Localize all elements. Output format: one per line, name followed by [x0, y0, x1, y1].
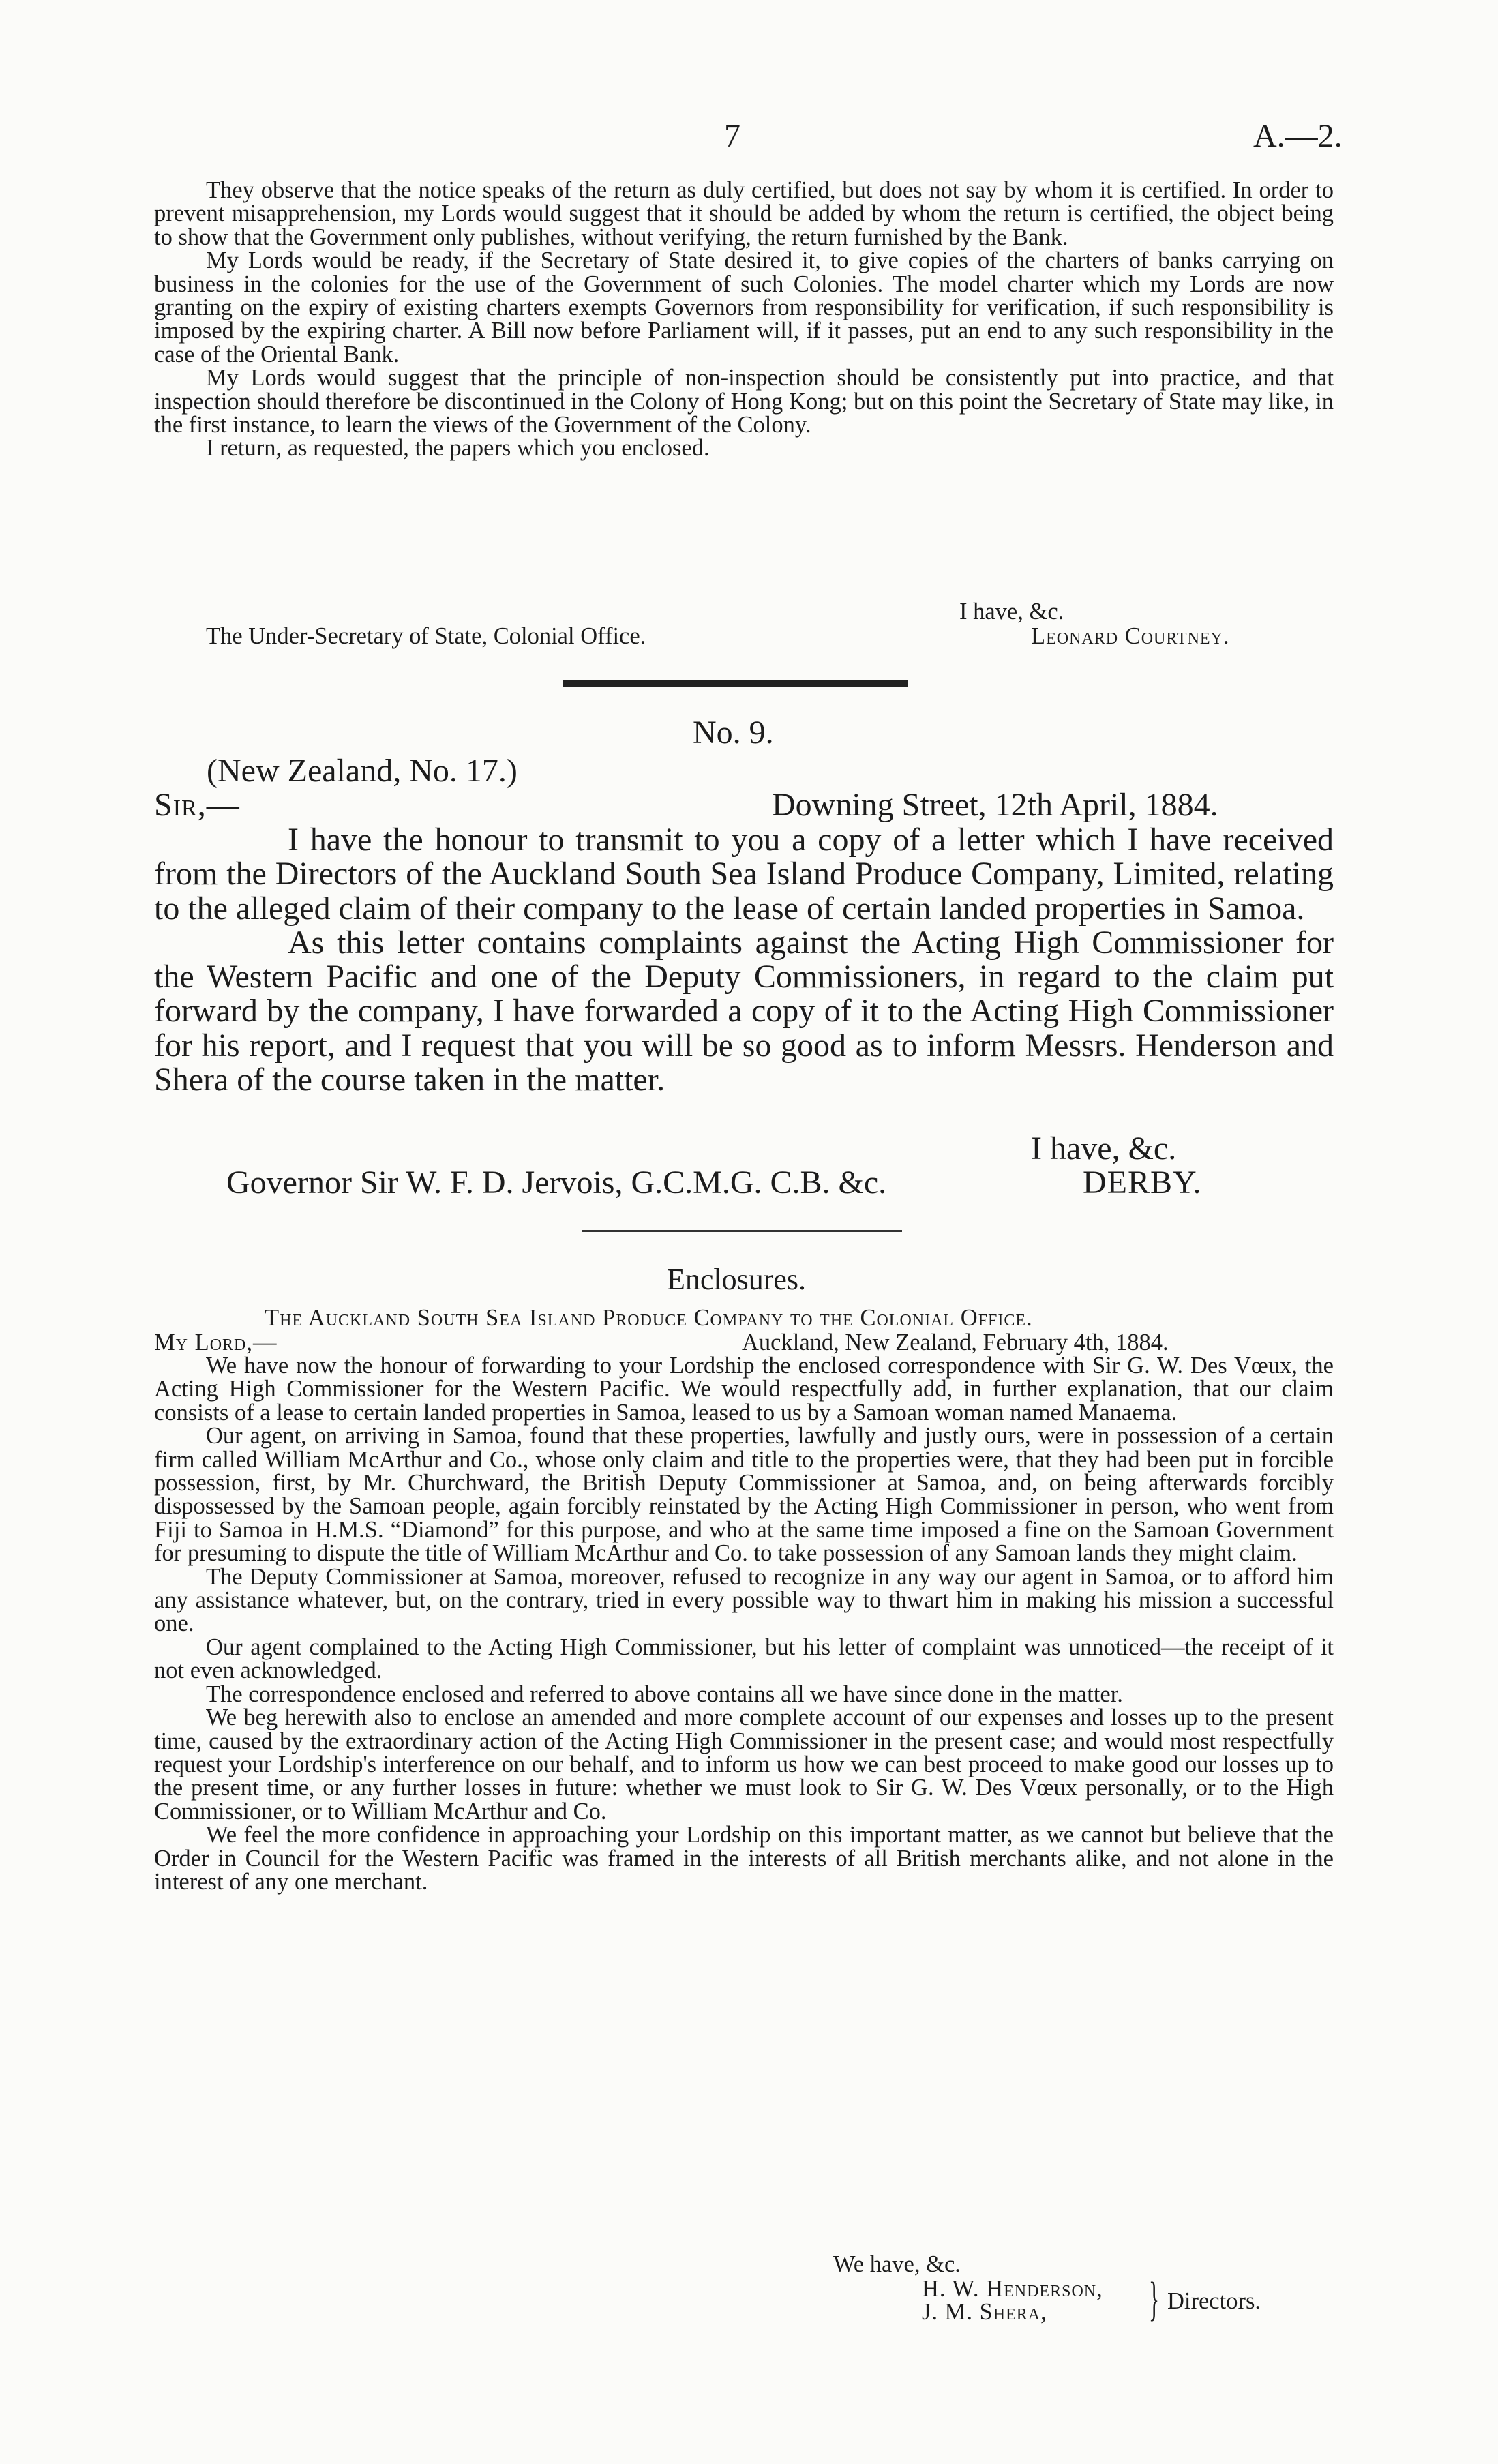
letter-8-closing: I have, &c. — [959, 599, 1064, 625]
letter-9-paragraph: As this letter contains complaints against the Acting High Commissioner for the Western Pacific and one of the Deputy Commissioners, in regard to the claim put forward by the company, I have forwarded a copy of it to the Acting High Commissioner for his report, and I request that you will be so good as to inform Messrs. Henderson and Shera of the course taken in the matter. — [154, 924, 1334, 1098]
letter-9-place-date: Downing Street, 12th April, 1884. — [772, 787, 1218, 823]
brace-glyph: } — [1149, 2273, 1160, 2326]
enclosure-paragraph: We have now the honour of forwarding to your Lordship the enclosed correspondence with Sir G. W. Des Vœux, the Acting High Commissioner for the Western Pacific. We would respectfully add, in further explanation, that our claim consists of a lease to certain landed properties in Samoa, leased to us by a Samoan woman named Manaema. — [154, 1353, 1334, 1426]
enclosure-subheading: The Auckland South Sea Island Produce Company to the Colonial Office. — [265, 1305, 1033, 1331]
enclosure-paragraph: Our agent, on arriving in Samoa, found that these properties, lawfully and justly ours, were in possession of a certain firm called William McArthur and Co., whose only claim and title to the properties were, that they had been put in forcible possession, first, by Mr. Churchward, the British Deputy Commissioner at Samoa, and, on being afterwards forcibly dispossessed by the Samoan people, again forcibly reinstated by the Acting High Commissioner in person, who went from Fiji to Samoa in H.M.S. “Diamond” for this purpose, and who at the same time imposed a fine on the Samoan Government for presuming to dispute the title of William McArthur and Co. to take possession of any Samoan lands they might claim. — [154, 1423, 1334, 1567]
letter-8-body — [154, 179, 1334, 460]
enclosure-closing: We have, &c. — [833, 2251, 961, 2277]
letter-8-signature: Leonard Courtney. — [1031, 623, 1230, 649]
letter-9-closing: I have, &c. — [1031, 1130, 1177, 1167]
page-number: 7 — [724, 118, 740, 154]
letter-8-addressee: The Under-Secretary of State, Colonial Office. — [206, 623, 646, 649]
section-divider — [582, 1230, 902, 1232]
letter-9-signature: DERBY. — [1083, 1165, 1202, 1201]
section-divider — [563, 680, 908, 687]
letter-9-paragraph: I have the honour to transmit to you a copy of a letter which I have received from the Directors of the Auckland South Sea Island Produce Company, Limited, relating to the alleged claim of their company to the lease of certain landed properties in Samoa. — [154, 822, 1334, 927]
enclosure-body — [154, 1354, 1334, 1893]
signatory-henderson: H. W. Henderson, — [922, 2276, 1103, 2302]
enclosure-salutation: My Lord,— — [154, 1329, 278, 1355]
enclosure-place-date: Auckland, New Zealand, February 4th, 1884. — [742, 1329, 1169, 1355]
letter-9-salutation-text: Sir,— — [154, 787, 240, 823]
letter-9-salutation — [154, 788, 240, 822]
enclosure-paragraph: The Deputy Commissioner at Samoa, moreover, refused to recognize in any way our agent in Samoa, or to afford him any assistance whatever, but, on the contrary, tried in every possible way to thwart him in making his mission a successful one. — [154, 1563, 1334, 1637]
enclosure-paragraph: We feel the more confidence in approaching your Lordship on this important matter, as we cannot but believe that the Order in Council for the Western Pacific was framed in the interests of all British merchants alike, and not alone in the interest of any one merchant. — [154, 1822, 1334, 1895]
letter-8-paragraph: My Lords would be ready, if the Secretary of State desired it, to give copies of the charters of banks carrying on business in the colonies for the use of the Government of such Colonies. The model charter which my Lords are now granting on the expiry of existing charters exempts Governors from responsibility for verification, if such responsibility is imposed by the expiring charter. A Bill now before Parliament will, if it passes, put an end to any such responsibility in the case of the Oriental Bank. — [154, 247, 1334, 367]
letter-9-reference: (New Zealand, No. 17.) — [207, 753, 518, 789]
page-reference: A.—2. — [1253, 118, 1343, 154]
letter-9-addressee: Governor Sir W. F. D. Jervois, G.C.M.G. C.B. &c. — [226, 1165, 887, 1201]
signatory-shera: J. M. Shera, — [922, 2299, 1047, 2325]
enclosure-paragraph: We beg herewith also to enclose an amended and more complete account of our expenses and losses up to the present time, caused by the extraordinary action of the Acting High Commissioner in the present case; and would most respectfully request your Lordship's interference on our behalf, and to inform us how we can best proceed to make good our losses up to the present time, or any further losses in future: whether we must look to Sir G. W. Des Vœux personally, or to the High Commissioner, or to William McArthur and Co. — [154, 1704, 1334, 1824]
signatories-role: Directors. — [1167, 2288, 1261, 2314]
enclosures-heading: Enclosures. — [667, 1263, 807, 1296]
letter-8-paragraph: They observe that the notice speaks of the return as duly certified, but does not say by whom it is certified. In order to prevent misapprehension, my Lords would suggest that it should be added by whom the return is certified, the object being to show that the Government only publishes, without verifying, the return furnished by the Bank. — [154, 177, 1334, 250]
letter-9-body — [154, 823, 1334, 1097]
enclosure-paragraph: The correspondence enclosed and referred to above contains all we have since done in the matter. — [206, 1681, 1123, 1707]
enclosure-paragraph: Our agent complained to the Acting High Commissioner, but his letter of complaint was unnoticed—the receipt of it not even acknowledged. — [154, 1634, 1334, 1684]
letter-9-number: No. 9. — [693, 715, 774, 751]
letter-8-paragraph: I return, as requested, the papers which you enclosed. — [206, 435, 710, 462]
letter-8-paragraph: My Lords would suggest that the principle of non-inspection should be consistently put into practice, and that inspection should therefore be discontinued in the Colony of Hong Kong; but on this point the Secretary of State may like, in the first instance, to learn the views of the Government of the Colony. — [154, 365, 1334, 438]
